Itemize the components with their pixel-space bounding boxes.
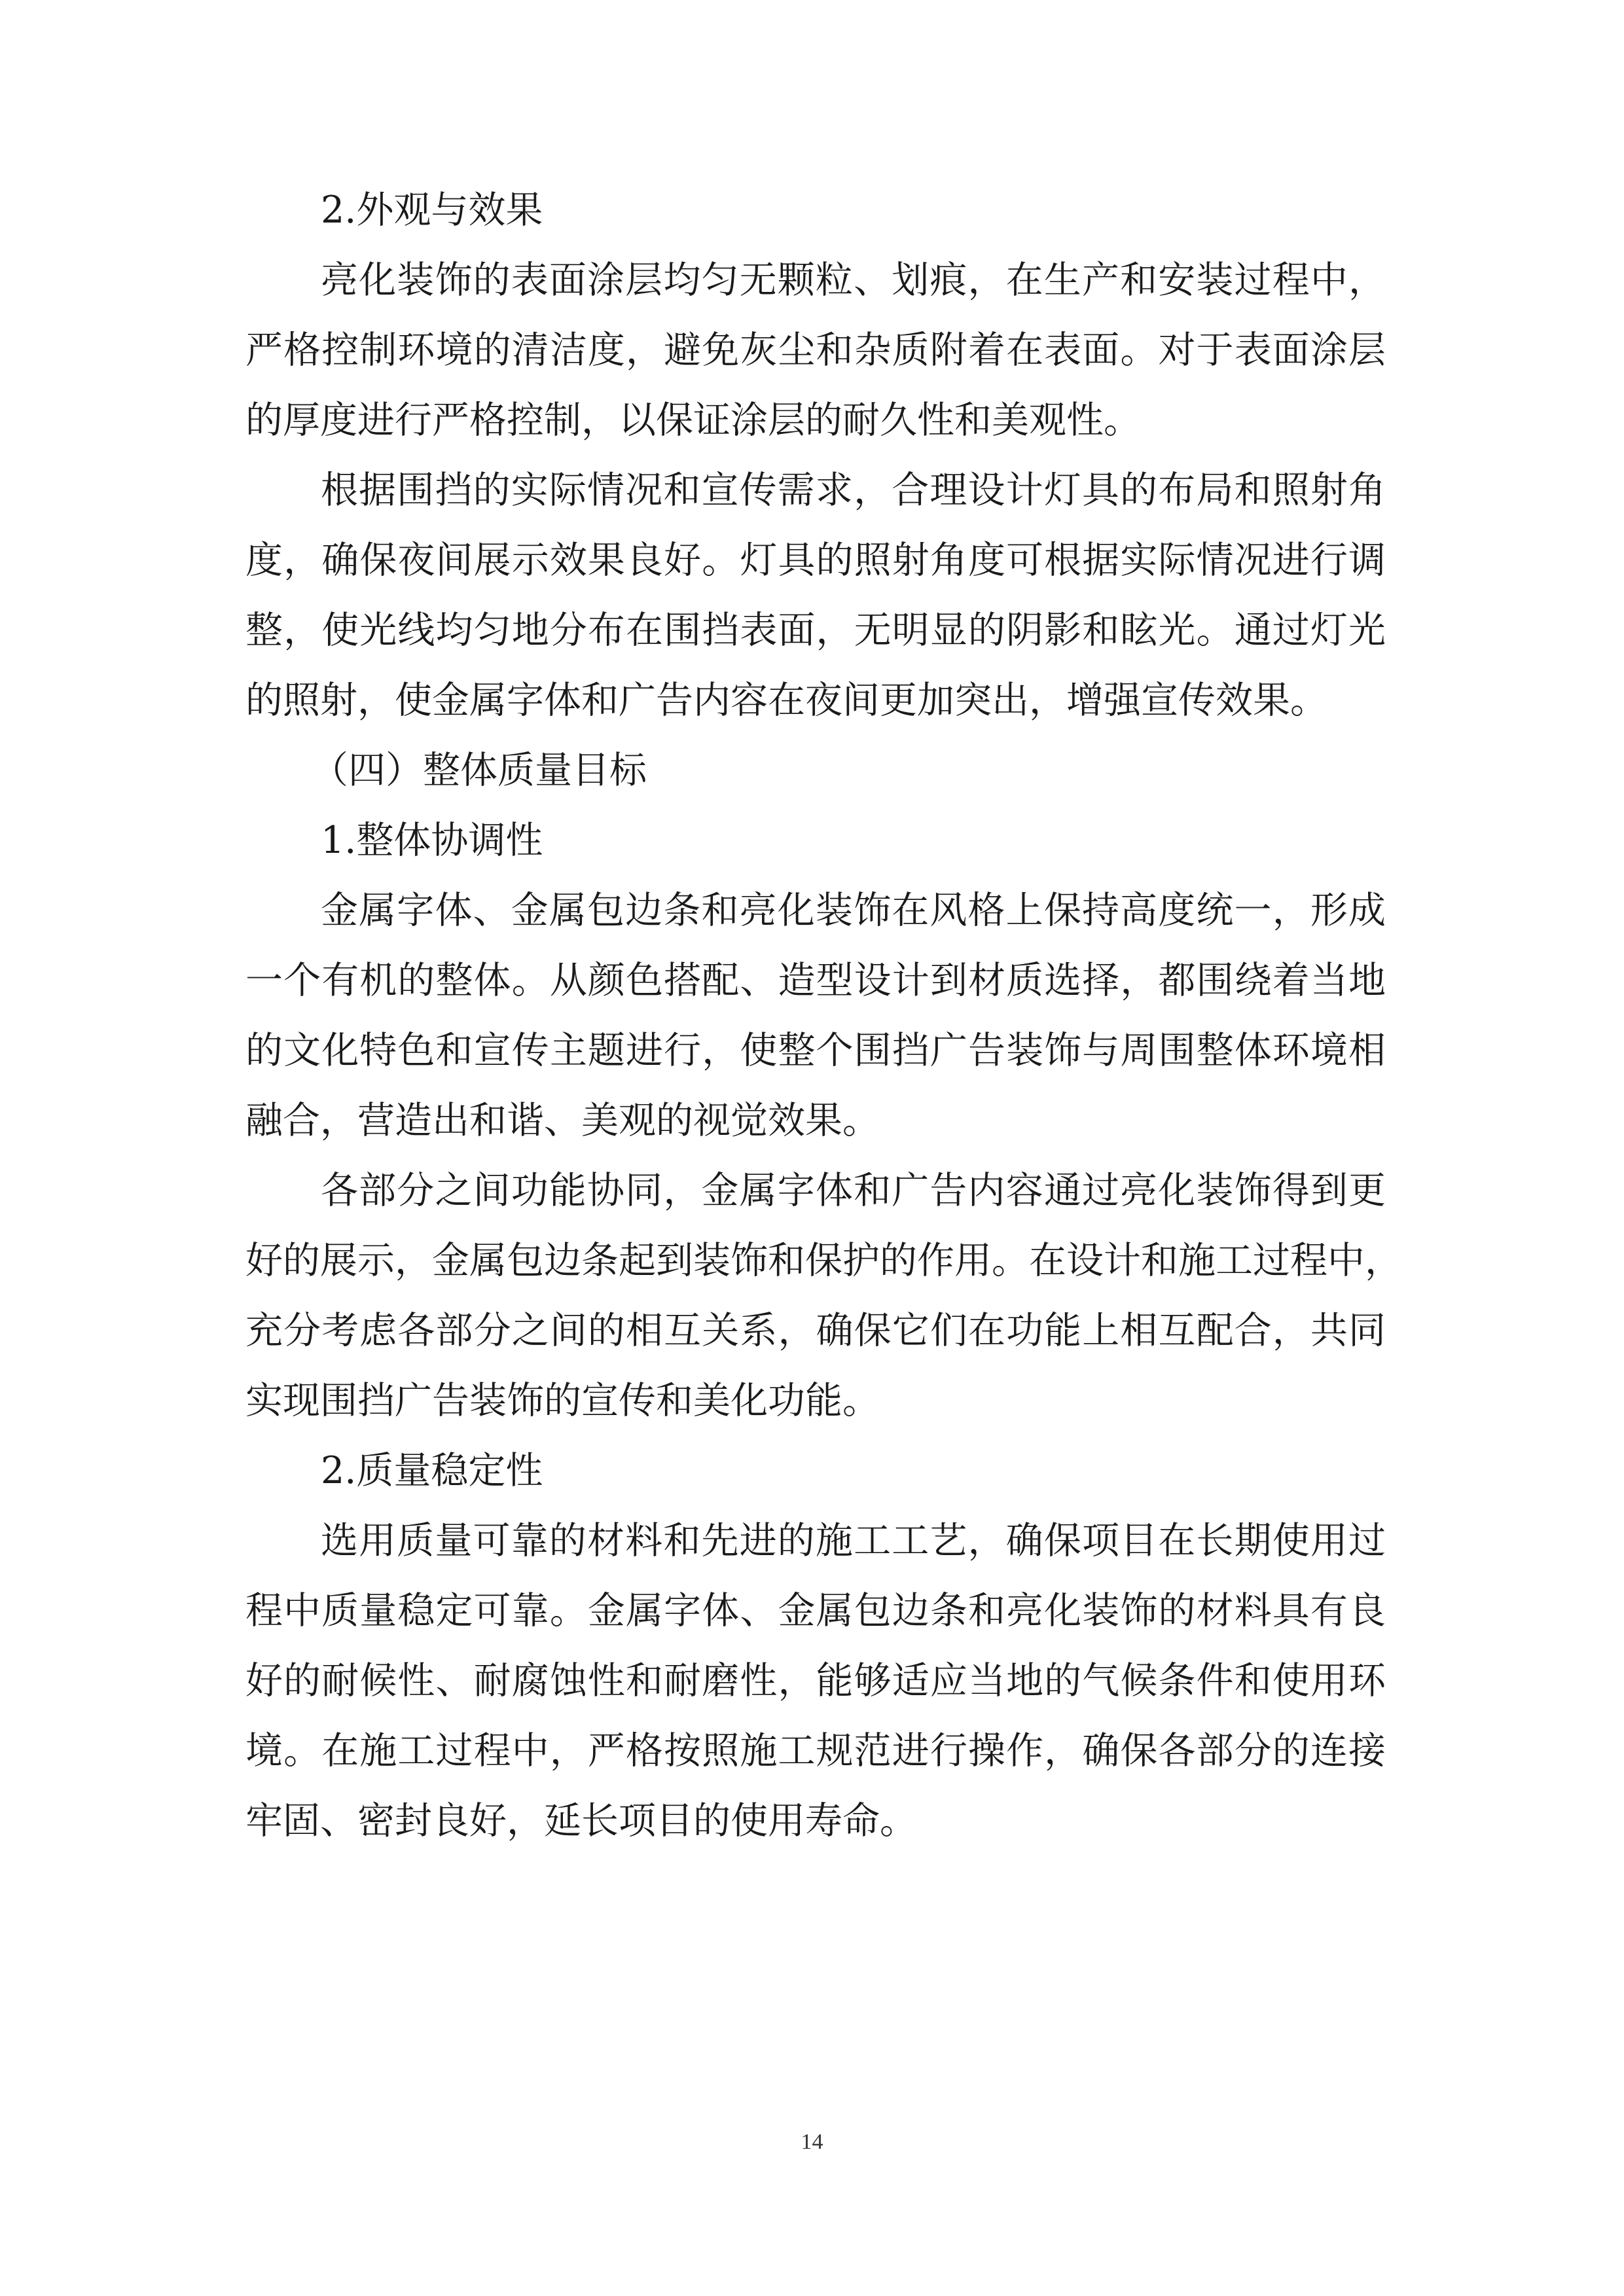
paragraph-stability-line-5: 牢固、密封良好，延长项目的使用寿命。 <box>245 1799 917 1842</box>
paragraph-coating-line-2: 严格控制环境的清洁度，避免灰尘和杂质附着在表面。对于表面涂层 <box>245 329 1386 372</box>
paragraph-synergy-line-3: 充分考虑各部分之间的相互关系，确保它们在功能上相互配合，共同 <box>245 1309 1386 1352</box>
paragraph-synergy-line-1: 各部分之间功能协同，金属字体和广告内容通过亮化装饰得到更 <box>321 1169 1386 1212</box>
section-heading-quality-goals: （四）整体质量目标 <box>311 749 647 792</box>
paragraph-coordination-line-2: 一个有机的整体。从颜色搭配、造型设计到材质选择，都围绕着当地 <box>245 959 1386 1002</box>
paragraph-stability-line-4: 境。在施工过程中，严格按照施工规范进行操作，确保各部分的连接 <box>245 1729 1386 1772</box>
section-heading-appearance: 2.外观与效果 <box>321 188 543 232</box>
paragraph-coating-line-1: 亮化装饰的表面涂层均匀无颗粒、划痕，在生产和安装过程中， <box>321 259 1386 302</box>
paragraph-lighting-line-4: 的照射，使金属字体和广告内容在夜间更加突出，增强宣传效果。 <box>245 679 1327 722</box>
paragraph-coordination-line-3: 的文化特色和宣传主题进行，使整个围挡广告装饰与周围整体环境相 <box>245 1029 1386 1072</box>
paragraph-lighting-line-3: 整，使光线均匀地分布在围挡表面，无明显的阴影和眩光。通过灯光 <box>245 609 1386 652</box>
paragraph-coordination-line-4: 融合，营造出和谐、美观的视觉效果。 <box>245 1099 880 1142</box>
subsection-heading-stability: 2.质量稳定性 <box>321 1449 543 1492</box>
paragraph-synergy-line-4: 实现围挡广告装饰的宣传和美化功能。 <box>245 1379 880 1422</box>
page-number: 14 <box>801 2130 823 2154</box>
paragraph-stability-line-3: 好的耐候性、耐腐蚀性和耐磨性，能够适应当地的气候条件和使用环 <box>245 1659 1386 1702</box>
paragraph-coordination-line-1: 金属字体、金属包边条和亮化装饰在风格上保持高度统一，形成 <box>321 889 1386 932</box>
paragraph-synergy-line-2: 好的展示，金属包边条起到装饰和保护的作用。在设计和施工过程中， <box>245 1239 1402 1282</box>
subsection-heading-coordination: 1.整体协调性 <box>321 819 543 862</box>
paragraph-lighting-line-1: 根据围挡的实际情况和宣传需求，合理设计灯具的布局和照射角 <box>321 469 1386 512</box>
paragraph-stability-line-1: 选用质量可靠的材料和先进的施工工艺，确保项目在长期使用过 <box>321 1519 1386 1562</box>
paragraph-coating-line-3: 的厚度进行严格控制，以保证涂层的耐久性和美观性。 <box>245 399 1141 442</box>
paragraph-stability-line-2: 程中质量稳定可靠。金属字体、金属包边条和亮化装饰的材料具有良 <box>245 1589 1386 1632</box>
paragraph-lighting-line-2: 度，确保夜间展示效果良好。灯具的照射角度可根据实际情况进行调 <box>245 539 1386 582</box>
